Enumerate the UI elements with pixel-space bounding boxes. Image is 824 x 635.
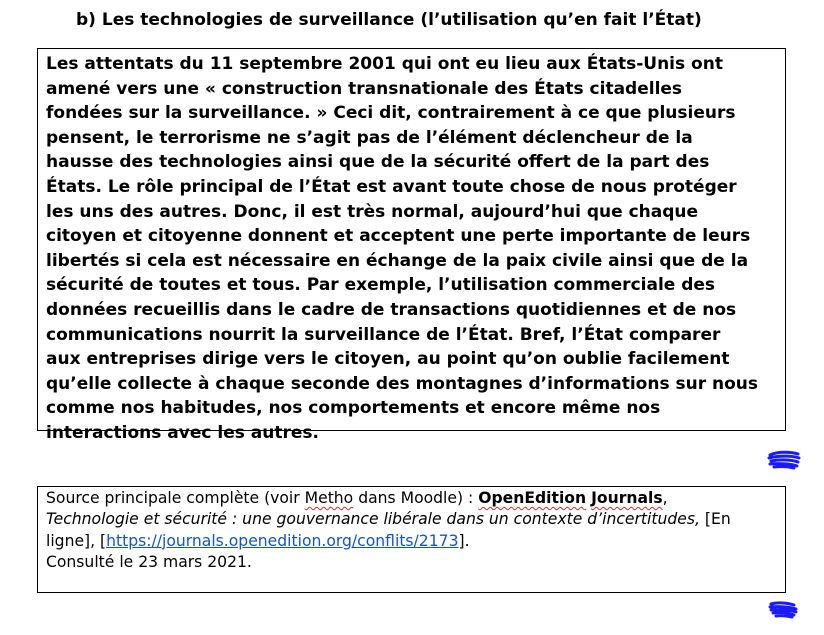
publisher-journals: Journals [591, 489, 663, 507]
paragraph-line: communications nourrit la surveillance de l’État. Bref, l’État comparer [46, 324, 721, 345]
publisher-openedition: OpenEdition [478, 489, 587, 507]
source-prefix: Source principale complète (voir [46, 489, 305, 507]
main-paragraph-box[interactable] [37, 48, 786, 443]
article-title: Technologie et sécurité : une gouvernance libérale dans un contexte d’incertitudes, [46, 510, 700, 529]
paragraph-line: pensent, le terrorisme ne s’agit pas de l’élément déclencheur de la [46, 127, 693, 148]
paragraph-line: données recueillis dans le cadre de transactions quotidiennes et de nos [46, 299, 737, 320]
online-label: [En ligne], [ [46, 510, 731, 550]
paragraph-line: libertés si cela est nécessaire en échange de la paix civile ainsi que de la [46, 250, 749, 271]
consulted-date: Consulté le 23 mars 2021. [46, 553, 252, 572]
source-link[interactable]: https://journals.openedition.org/conflits/2173 [106, 531, 459, 550]
paragraph-line: qu’elle collecte à chaque seconde des montagnes d’informations sur nous [46, 373, 759, 394]
source-middle: dans Moodle) : [353, 489, 479, 507]
paragraph-line: hausse des technologies ainsi que de la sécurité offert de la part des [46, 152, 710, 173]
scribble-mark-icon [766, 600, 800, 620]
paragraph-line: sécurité de toutes et tous. Par exemple, l’utilisation commerciale des [46, 275, 716, 296]
paragraph-line: citoyen et citoyenne donnent et acceptent une perte importante de leurs [46, 226, 751, 247]
scribble-mark-icon [766, 449, 802, 471]
source-box[interactable] [37, 486, 786, 593]
paragraph-line: États. Le rôle principal de l’État est avant toute chose de nous protéger [46, 176, 737, 197]
paragraph-line: Les attentats du 11 septembre 2001 qui ont eu lieu aux États-Unis ont [46, 54, 723, 74]
paragraph-line: les uns des autres. Donc, il est très normal, aujourd’hui que chaque [46, 201, 699, 222]
paragraph-line: amené vers une « construction transnationale des États citadelles [46, 78, 683, 99]
paragraph-line: fondées sur la surveillance. » Ceci dit, contrairement à ce que plusieurs [46, 103, 736, 124]
metho-text: Metho [304, 489, 354, 507]
paragraph-line: aux entreprises dirige vers le citoyen, au point qu’on oublie facilement [46, 349, 730, 370]
section-heading: b) Les technologies de surveillance (l’utilisation qu’en fait l’État) [76, 10, 702, 30]
paragraph-line: comme nos habitudes, nos comportements et encore même nos [46, 398, 661, 419]
url-close: ]. [458, 531, 470, 550]
publisher-comma: , [662, 489, 668, 507]
paragraph-line: interactions avec les autres. [46, 422, 319, 443]
